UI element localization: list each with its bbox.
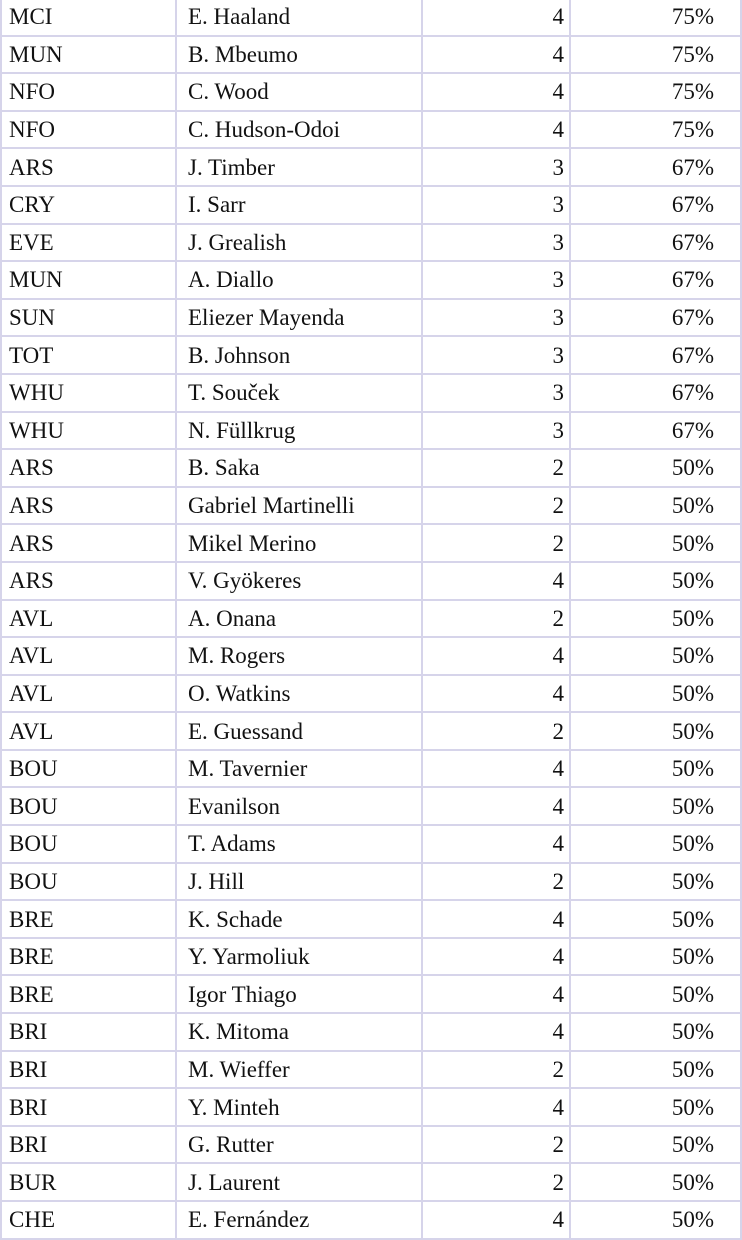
table-row xyxy=(1,186,741,224)
percentage-cell: 50% xyxy=(570,975,741,1013)
percentage-cell: 50% xyxy=(570,863,741,901)
team-cell: AVL xyxy=(1,712,176,750)
player-cell: C. Wood xyxy=(176,73,422,111)
table-row xyxy=(1,637,741,675)
team-cell: BRE xyxy=(1,975,176,1013)
team-cell: ARS xyxy=(1,562,176,600)
player-cell: M. Rogers xyxy=(176,637,422,675)
player-cell: Y. Minteh xyxy=(176,1088,422,1126)
player-cell: J. Hill xyxy=(176,863,422,901)
player-cell: M. Wieffer xyxy=(176,1051,422,1089)
percentage-cell: 75% xyxy=(570,73,741,111)
percentage-cell: 75% xyxy=(570,36,741,74)
team-cell: MUN xyxy=(1,261,176,299)
count-cell: 4 xyxy=(422,73,570,111)
count-cell: 4 xyxy=(422,1088,570,1126)
team-cell: MCI xyxy=(1,0,176,36)
player-cell: K. Schade xyxy=(176,900,422,938)
percentage-cell: 67% xyxy=(570,374,741,412)
team-cell: BOU xyxy=(1,863,176,901)
count-cell: 2 xyxy=(422,600,570,638)
player-cell: G. Rutter xyxy=(176,1126,422,1164)
player-cell: E. Haaland xyxy=(176,0,422,36)
count-cell: 2 xyxy=(422,487,570,525)
percentage-cell: 50% xyxy=(570,562,741,600)
table-row xyxy=(1,675,741,713)
percentage-cell: 67% xyxy=(570,299,741,337)
team-cell: BRE xyxy=(1,938,176,976)
player-cell: I. Sarr xyxy=(176,186,422,224)
percentage-cell: 50% xyxy=(570,524,741,562)
team-cell: BUR xyxy=(1,1163,176,1201)
player-cell: E. Guessand xyxy=(176,712,422,750)
percentage-cell: 67% xyxy=(570,148,741,186)
percentage-cell: 50% xyxy=(570,1126,741,1164)
table-row xyxy=(1,449,741,487)
table-row xyxy=(1,524,741,562)
player-cell: A. Diallo xyxy=(176,261,422,299)
player-cell: J. Grealish xyxy=(176,224,422,262)
team-cell: ARS xyxy=(1,148,176,186)
team-cell: BRI xyxy=(1,1013,176,1051)
table-row xyxy=(1,938,741,976)
percentage-cell: 67% xyxy=(570,186,741,224)
count-cell: 4 xyxy=(422,825,570,863)
percentage-cell: 50% xyxy=(570,900,741,938)
percentage-cell: 67% xyxy=(570,261,741,299)
percentage-cell: 50% xyxy=(570,1013,741,1051)
team-cell: BOU xyxy=(1,750,176,788)
player-cell: B. Johnson xyxy=(176,336,422,374)
player-cell: M. Tavernier xyxy=(176,750,422,788)
percentage-cell: 50% xyxy=(570,487,741,525)
player-cell: Gabriel Martinelli xyxy=(176,487,422,525)
count-cell: 2 xyxy=(422,524,570,562)
table-row xyxy=(1,374,741,412)
team-cell: WHU xyxy=(1,374,176,412)
player-cell: Y. Yarmoliuk xyxy=(176,938,422,976)
percentage-cell: 75% xyxy=(570,0,741,36)
count-cell: 4 xyxy=(422,787,570,825)
count-cell: 2 xyxy=(422,1163,570,1201)
team-cell: EVE xyxy=(1,224,176,262)
table-row xyxy=(1,750,741,788)
count-cell: 4 xyxy=(422,0,570,36)
player-cell: Igor Thiago xyxy=(176,975,422,1013)
count-cell: 2 xyxy=(422,863,570,901)
table-row xyxy=(1,1013,741,1051)
count-cell: 4 xyxy=(422,36,570,74)
player-cell: T. Adams xyxy=(176,825,422,863)
percentage-cell: 50% xyxy=(570,637,741,675)
percentage-cell: 50% xyxy=(570,825,741,863)
count-cell: 3 xyxy=(422,336,570,374)
count-cell: 4 xyxy=(422,1201,570,1239)
percentage-cell: 50% xyxy=(570,938,741,976)
player-cell: Evanilson xyxy=(176,787,422,825)
table-row xyxy=(1,562,741,600)
percentage-cell: 50% xyxy=(570,1051,741,1089)
player-cell: E. Fernández xyxy=(176,1201,422,1239)
team-cell: BRE xyxy=(1,900,176,938)
table-row xyxy=(1,73,741,111)
percentage-cell: 50% xyxy=(570,750,741,788)
count-cell: 4 xyxy=(422,637,570,675)
player-cell: O. Watkins xyxy=(176,675,422,713)
team-cell: AVL xyxy=(1,675,176,713)
team-cell: AVL xyxy=(1,600,176,638)
team-cell: NFO xyxy=(1,111,176,149)
team-cell: SUN xyxy=(1,299,176,337)
percentage-cell: 50% xyxy=(570,600,741,638)
player-cell: J. Timber xyxy=(176,148,422,186)
percentage-cell: 67% xyxy=(570,412,741,450)
team-cell: TOT xyxy=(1,336,176,374)
team-cell: ARS xyxy=(1,449,176,487)
table-row xyxy=(1,1163,741,1201)
count-cell: 4 xyxy=(422,750,570,788)
table-row xyxy=(1,261,741,299)
table-row xyxy=(1,299,741,337)
table-body xyxy=(1,0,741,1239)
count-cell: 4 xyxy=(422,562,570,600)
player-cell: Mikel Merino xyxy=(176,524,422,562)
team-cell: ARS xyxy=(1,524,176,562)
player-cell: B. Saka xyxy=(176,449,422,487)
team-cell: BRI xyxy=(1,1088,176,1126)
player-cell: K. Mitoma xyxy=(176,1013,422,1051)
table-row xyxy=(1,111,741,149)
count-cell: 4 xyxy=(422,938,570,976)
table-row xyxy=(1,1201,741,1239)
table-row xyxy=(1,787,741,825)
team-cell: BRI xyxy=(1,1051,176,1089)
team-cell: ARS xyxy=(1,487,176,525)
table-row xyxy=(1,336,741,374)
table-row xyxy=(1,224,741,262)
percentage-cell: 50% xyxy=(570,712,741,750)
count-cell: 4 xyxy=(422,1013,570,1051)
percentage-cell: 50% xyxy=(570,787,741,825)
table-row xyxy=(1,712,741,750)
table-row xyxy=(1,487,741,525)
count-cell: 3 xyxy=(422,148,570,186)
table-row xyxy=(1,412,741,450)
count-cell: 3 xyxy=(422,412,570,450)
percentage-cell: 50% xyxy=(570,1163,741,1201)
player-cell: T. Souček xyxy=(176,374,422,412)
count-cell: 3 xyxy=(422,299,570,337)
count-cell: 2 xyxy=(422,449,570,487)
player-cell: J. Laurent xyxy=(176,1163,422,1201)
percentage-cell: 50% xyxy=(570,1201,741,1239)
table-row xyxy=(1,900,741,938)
player-cell: C. Hudson-Odoi xyxy=(176,111,422,149)
percentage-cell: 50% xyxy=(570,675,741,713)
team-cell: CRY xyxy=(1,186,176,224)
count-cell: 4 xyxy=(422,975,570,1013)
team-cell: WHU xyxy=(1,412,176,450)
table-row xyxy=(1,600,741,638)
team-cell: BRI xyxy=(1,1126,176,1164)
table-row xyxy=(1,1126,741,1164)
table-row xyxy=(1,148,741,186)
team-cell: CHE xyxy=(1,1201,176,1239)
percentage-cell: 67% xyxy=(570,336,741,374)
count-cell: 3 xyxy=(422,186,570,224)
count-cell: 2 xyxy=(422,1051,570,1089)
team-cell: MUN xyxy=(1,36,176,74)
percentage-cell: 67% xyxy=(570,224,741,262)
count-cell: 3 xyxy=(422,261,570,299)
count-cell: 3 xyxy=(422,374,570,412)
table-row xyxy=(1,36,741,74)
count-cell: 4 xyxy=(422,675,570,713)
player-cell: B. Mbeumo xyxy=(176,36,422,74)
team-cell: AVL xyxy=(1,637,176,675)
count-cell: 3 xyxy=(422,224,570,262)
player-cell: Eliezer Mayenda xyxy=(176,299,422,337)
percentage-cell: 50% xyxy=(570,1088,741,1126)
team-cell: BOU xyxy=(1,825,176,863)
table-row xyxy=(1,1051,741,1089)
player-cell: N. Füllkrug xyxy=(176,412,422,450)
percentage-cell: 75% xyxy=(570,111,741,149)
table-row xyxy=(1,863,741,901)
team-cell: BOU xyxy=(1,787,176,825)
team-cell: NFO xyxy=(1,73,176,111)
count-cell: 2 xyxy=(422,712,570,750)
table-row xyxy=(1,975,741,1013)
table-row xyxy=(1,0,741,36)
player-cell: A. Onana xyxy=(176,600,422,638)
percentage-cell: 50% xyxy=(570,449,741,487)
count-cell: 4 xyxy=(422,900,570,938)
table-row xyxy=(1,825,741,863)
table-row xyxy=(1,1088,741,1126)
player-cell: V. Gyökeres xyxy=(176,562,422,600)
count-cell: 2 xyxy=(422,1126,570,1164)
count-cell: 4 xyxy=(422,111,570,149)
